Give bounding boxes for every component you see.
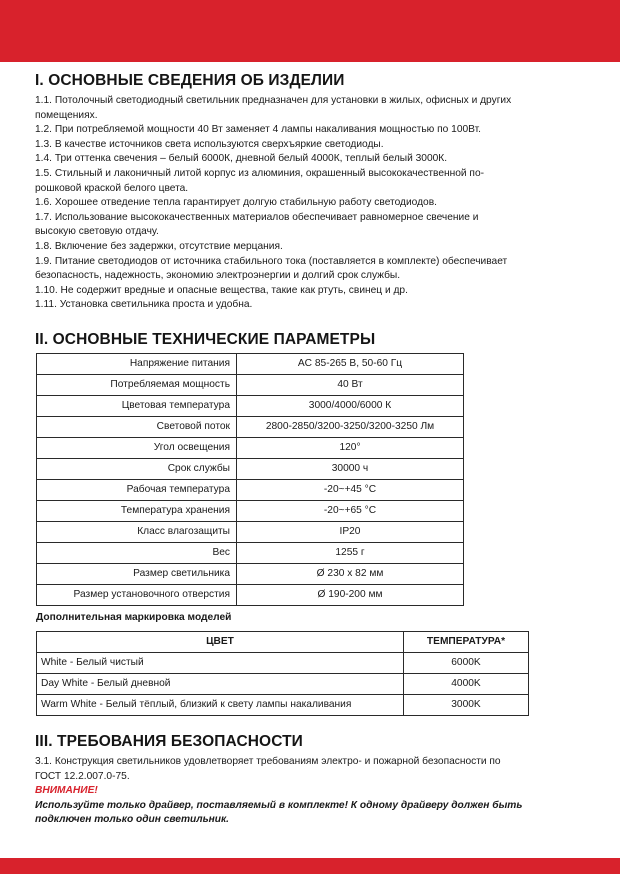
warning-title: ВНИМАНИЕ! <box>35 785 98 797</box>
table-row <box>37 542 464 563</box>
section-3-items <box>35 755 595 828</box>
section-1-line: 1.7. Использование высококачественных материалов обеспечивает равномерное свечение и <box>35 211 479 223</box>
section-1-line: 1.8. Включение без задержки, отсутствие мерцания. <box>35 240 283 252</box>
table-row <box>37 563 464 584</box>
param-value: 120° <box>237 437 464 458</box>
technical-parameters-table <box>36 353 464 606</box>
section-1-line: 1.1. Потолочный светодиодный светильник предназначен для установки в жилых, офисных и других <box>35 95 512 106</box>
param-value: 40 Вт <box>237 374 464 395</box>
param-label: Температура хранения <box>37 500 237 521</box>
param-label: Срок службы <box>37 458 237 479</box>
table-row <box>37 353 464 374</box>
temperature-cell: 6000K <box>404 652 529 673</box>
param-value: -20~+45 °С <box>237 479 464 500</box>
param-value: 2800-2850/3200-3250/3200-3250 Лм <box>237 416 464 437</box>
section-1-items <box>35 94 595 313</box>
color-cell: White - Белый чистый <box>37 652 404 673</box>
table-row <box>37 694 529 715</box>
section-1-line: рошковой краской белого цвета. <box>35 182 189 194</box>
param-value: Ø 230 х 82 мм <box>237 563 464 584</box>
section-2-title: II. ОСНОВНЫЕ ТЕХНИЧЕСКИЕ ПАРАМЕТРЫ <box>35 330 376 348</box>
table-header-row <box>37 631 529 652</box>
section-1-title: I. ОСНОВНЫЕ СВЕДЕНИЯ ОБ ИЗДЕЛИИ <box>35 72 345 89</box>
warning-line: подключен только один светильник. <box>35 814 229 826</box>
table-row <box>37 521 464 542</box>
table-row <box>37 500 464 521</box>
table-row <box>37 374 464 395</box>
section-1-line: 1.3. В качестве источников света используются сверхъяркие светодиоды. <box>35 138 384 150</box>
param-label: Напряжение питания <box>37 353 237 374</box>
param-value: Ø 190-200 мм <box>237 584 464 605</box>
column-header-temperature: ТЕМПЕРАТУРА* <box>404 631 529 652</box>
section-1-line: 1.6. Хорошее отведение тепла гарантирует долгую стабильную работу светодиодов. <box>35 197 437 209</box>
param-value: IP20 <box>237 521 464 542</box>
table-row <box>37 395 464 416</box>
param-value: 3000/4000/6000 К <box>237 395 464 416</box>
param-label: Размер светильника <box>37 563 237 584</box>
param-label: Угол освещения <box>37 437 237 458</box>
column-header-color: ЦВЕТ <box>37 631 404 652</box>
document-body <box>35 72 595 828</box>
footer-band <box>0 858 620 874</box>
table-row <box>37 479 464 500</box>
section-1-line: высокую световую отдачу. <box>35 226 159 238</box>
temperature-cell: 4000K <box>404 673 529 694</box>
section-3-line: ГОСТ 12.2.007.0-75. <box>35 770 130 782</box>
param-value: -20~+65 °С <box>237 500 464 521</box>
table-row <box>37 416 464 437</box>
param-value: 30000 ч <box>237 458 464 479</box>
table-row <box>37 437 464 458</box>
param-label: Цветовая температура <box>37 395 237 416</box>
section-1-line: 1.4. Три оттенка свечения – белый 6000К, дневной белый 4000К, теплый белый 3000К. <box>35 153 448 165</box>
section-1-line: 1.10. Не содержит вредные и опасные вещества, такие как ртуть, свинец и др. <box>35 284 408 296</box>
param-label: Световой поток <box>37 416 237 437</box>
param-label: Класс влагозащиты <box>37 521 237 542</box>
section-3-line: 3.1. Конструкция светильников удовлетворяет требованиям электро- и пожарной безопасности по <box>35 755 501 767</box>
param-value: 1255 г <box>237 542 464 563</box>
section-1-line: безопасность, надежность, экономию электроэнергии и долгий срок службы. <box>35 270 401 282</box>
section-1-line: 1.5. Стильный и лаконичный литой корпус из алюминия, окрашенный высококачественной по- <box>35 167 485 179</box>
param-label: Размер установочного отверстия <box>37 584 237 605</box>
section-3-title: III. ТРЕБОВАНИЯ БЕЗОПАСНОСТИ <box>35 732 303 750</box>
param-label: Рабочая температура <box>37 479 237 500</box>
table-row <box>37 673 529 694</box>
extra-marking-caption: Дополнительная маркировка моделей <box>36 611 232 623</box>
color-cell: Day White - Белый дневной <box>37 673 404 694</box>
param-label: Вес <box>37 542 237 563</box>
table-row <box>37 652 529 673</box>
section-1-line: 1.11. Установка светильника проста и удобна. <box>35 299 253 311</box>
table-row <box>37 584 464 605</box>
color-cell: Warm White - Белый тёплый, близкий к свету лампы накаливания <box>37 694 404 715</box>
section-1-line: помещениях. <box>35 109 98 121</box>
color-marking-table <box>36 631 529 716</box>
param-label: Потребляемая мощность <box>37 374 237 395</box>
header-band <box>0 0 620 62</box>
section-1-line: 1.9. Питание светодиодов от источника стабильного тока (поставляется в комплекте) обеспечивает <box>35 255 508 267</box>
section-1-line: 1.2. При потребляемой мощности 40 Вт заменяет 4 лампы накаливания мощностью по 100Вт. <box>35 124 481 136</box>
warning-line: Используйте только драйвер, поставляемый в комплекте! К одному драйверу должен быть <box>35 799 523 811</box>
temperature-cell: 3000K <box>404 694 529 715</box>
param-value: AC 85-265 В, 50-60 Гц <box>237 353 464 374</box>
table-row <box>37 458 464 479</box>
